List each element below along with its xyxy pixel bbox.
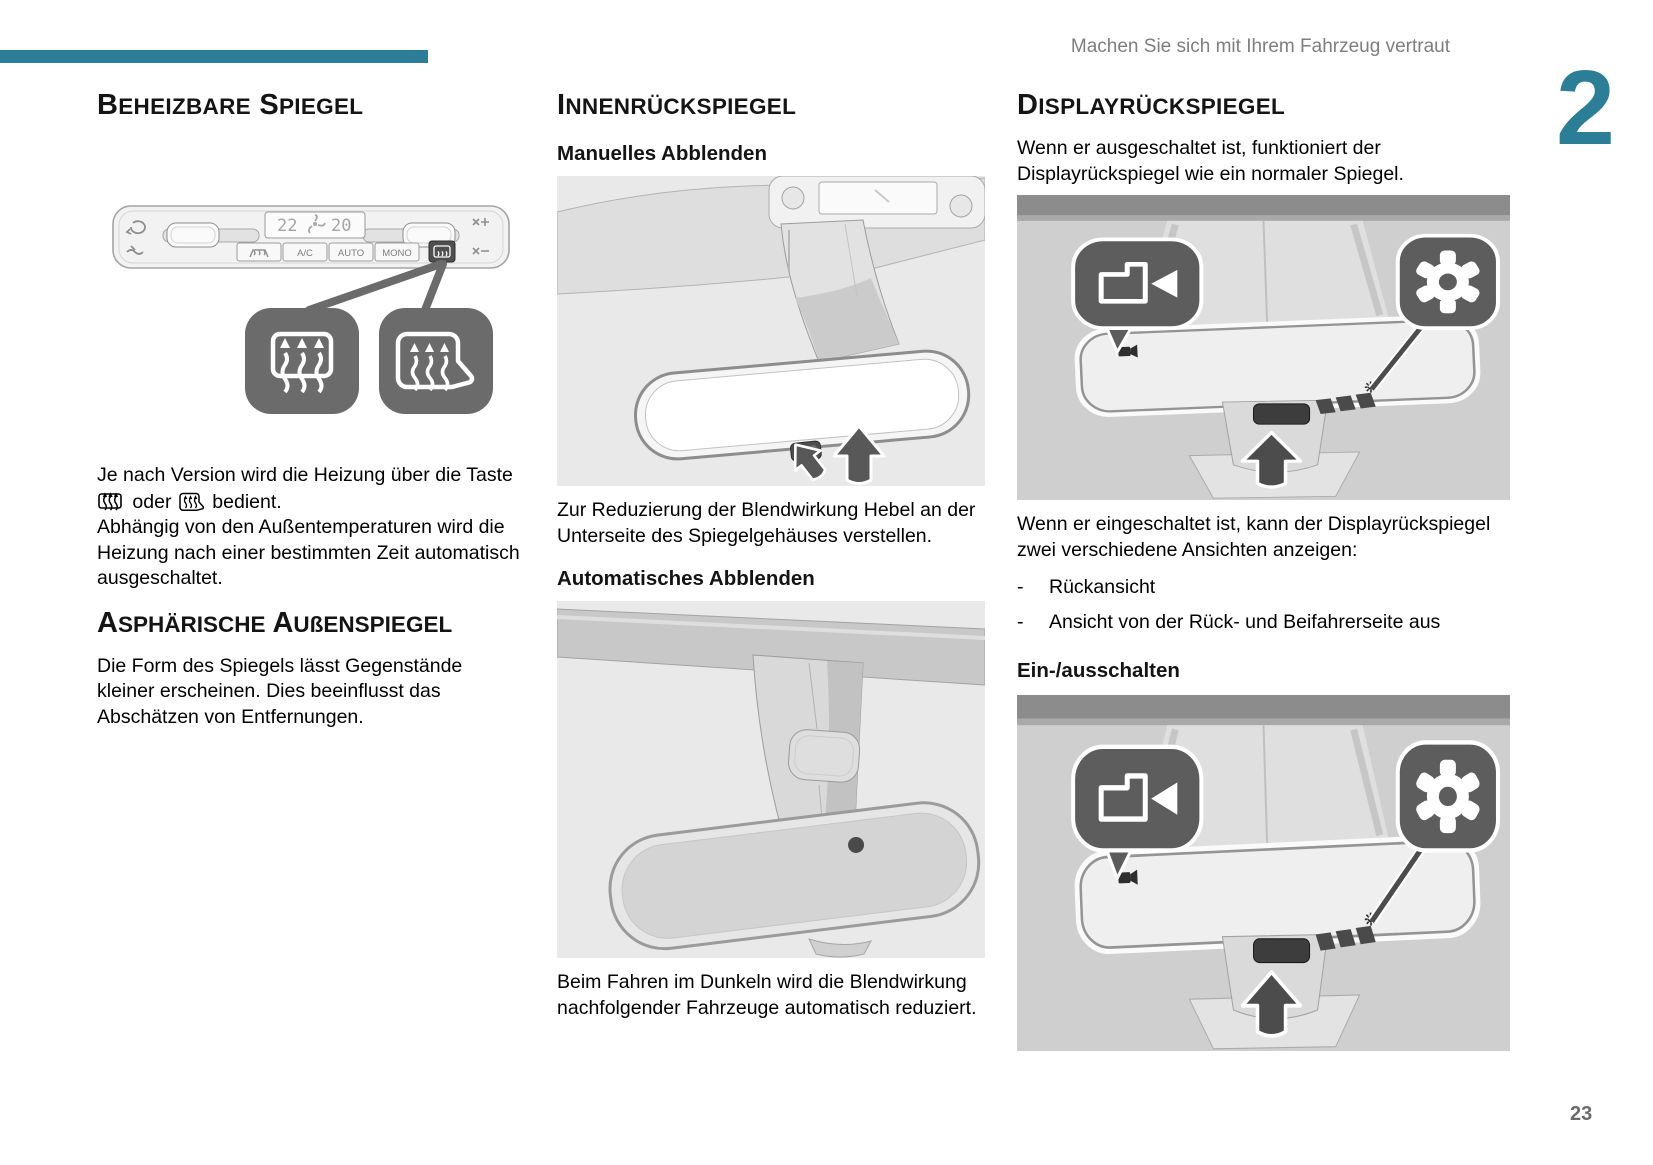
figure-manual-dimming-mirror bbox=[557, 176, 985, 486]
rear-window-heating-icon bbox=[97, 489, 127, 513]
display-temp-left: 22 bbox=[277, 216, 298, 236]
manual-mirror-illustration bbox=[557, 176, 985, 486]
para-heating-auto-off: Abhängig von den Außentemperaturen wird die Heizung nach einer bestimmten Zeit automatisch ausgeschaltet. bbox=[97, 516, 520, 589]
oder-text: oder bbox=[132, 490, 172, 513]
heading-beheizbare-spiegel: BEHEIZBARE SPIEGEL bbox=[97, 89, 364, 121]
heading-aspharische-aussenspiegel: ASPHÄRISCHE AUßENSPIEGEL bbox=[97, 606, 453, 639]
subheading-manuelles-abblenden: Manuelles Abblenden bbox=[557, 142, 767, 165]
display-temp-right: 20 bbox=[331, 216, 352, 236]
para-aspherical: Die Form des Spiegels lässt Gegenstände kleiner erscheinen. Dies beeinflusst das Abschätzen von Entfernungen. bbox=[97, 654, 463, 728]
column-display-mirror bbox=[1017, 90, 1510, 1051]
subheading-automatisches-abblenden: Automatisches Abblenden bbox=[557, 567, 815, 590]
auto-mirror-illustration bbox=[557, 601, 985, 958]
page-number: 23 bbox=[1570, 1103, 1593, 1125]
bedient-text: bedient. bbox=[212, 490, 282, 513]
para-heating-operation: Je nach Version wird die Heizung über die Taste oder bedient. bbox=[97, 464, 513, 513]
display-mirror-illustration-2 bbox=[1017, 695, 1510, 1051]
callout-rear-window-heating bbox=[245, 308, 359, 414]
exterior-mirror-heating-icon bbox=[177, 489, 207, 513]
list-item: - Rückansicht bbox=[1017, 576, 1156, 598]
caption-manual-dimming: Zur Reduzierung der Blendwirkung Hebel an der Unterseite des Spiegelgehäuses verstellen. bbox=[557, 499, 976, 547]
running-header: Machen Sie sich mit Ihrem Fahrzeug vertraut bbox=[1070, 36, 1450, 57]
heading-displayrueckspiegel: DISPLAYRÜCKSPIEGEL bbox=[1017, 89, 1286, 121]
mirror-latch bbox=[1253, 404, 1309, 424]
para-display-off: Wenn er ausgeschaltet ist, funktioniert der Displayrückspiegel wie ein normaler Spiegel. bbox=[1017, 137, 1404, 185]
accent-top-bar bbox=[0, 50, 428, 63]
views-list bbox=[1017, 575, 1510, 635]
figure-display-mirror-switch bbox=[1017, 695, 1510, 1051]
subheading-ein-ausschalten: Ein-/ausschalten bbox=[1017, 659, 1180, 682]
btn-ac-label: A/C bbox=[297, 248, 313, 259]
btn-mono-label: MONO bbox=[382, 248, 412, 259]
display-mirror-illustration bbox=[1017, 195, 1510, 500]
column-heated-mirrors bbox=[97, 90, 525, 730]
column-interior-mirror bbox=[557, 90, 985, 1021]
btn-auto-label: AUTO bbox=[337, 248, 365, 259]
figure-auto-dimming-mirror bbox=[557, 601, 985, 958]
heading-innenrueckspiegel: INNENRÜCKSPIEGEL bbox=[557, 89, 797, 121]
figure-display-mirror-views bbox=[1017, 195, 1510, 500]
caption-auto-dimming: Beim Fahren im Dunkeln wird die Blendwirkung nachfolgender Fahrzeuge automatisch reduziert. bbox=[557, 971, 977, 1019]
climate-panel-illustration bbox=[97, 196, 525, 421]
callout-mirror-heating bbox=[379, 308, 493, 414]
figure-climate-control-panel bbox=[97, 196, 525, 421]
chapter-number: 2 bbox=[1556, 49, 1615, 167]
list-item: - Ansicht von der Rück- und Beifahrerseite aus bbox=[1017, 610, 1441, 633]
para-display-on: Wenn er eingeschaltet ist, kann der Displayrückspiegel zwei verschiedene Ansichten anzeigen: bbox=[1017, 513, 1491, 561]
